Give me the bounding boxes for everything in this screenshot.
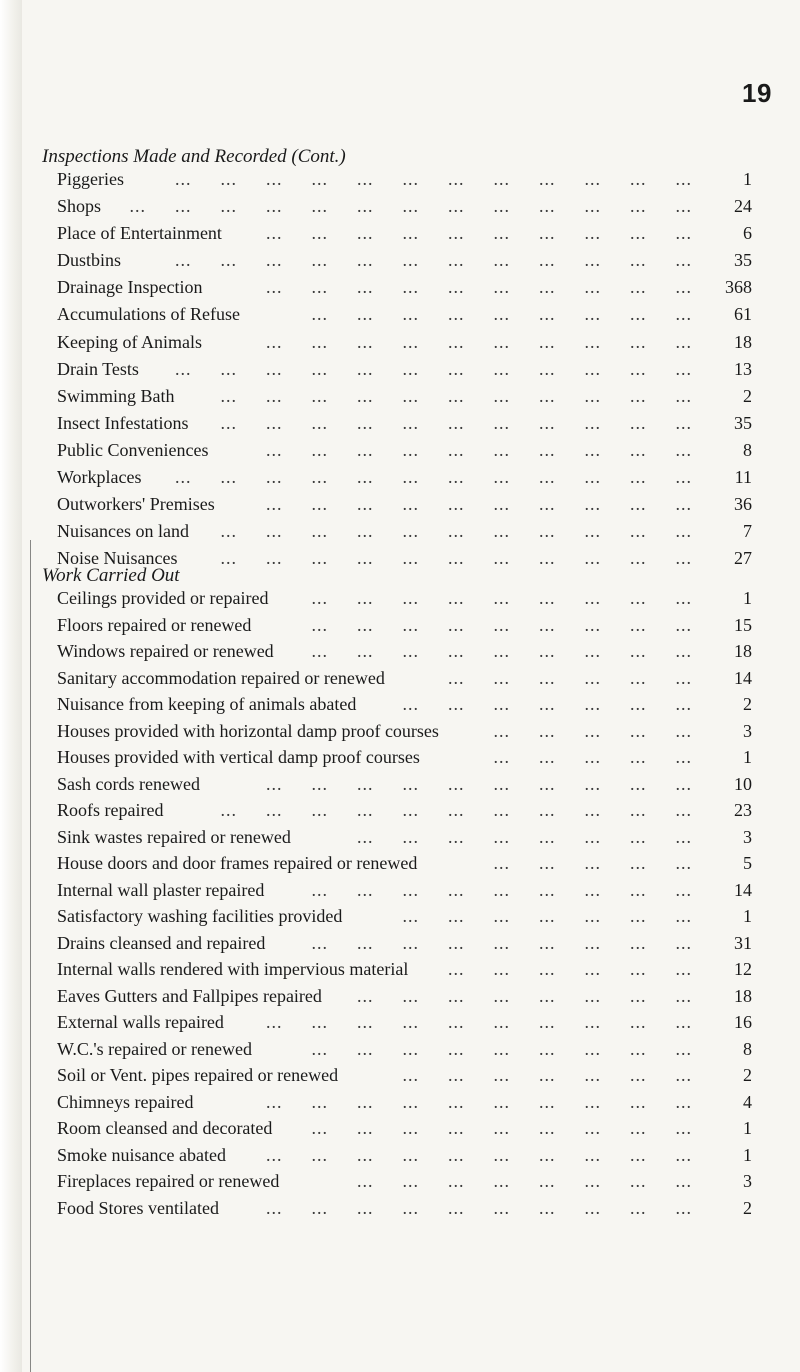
list-item <box>57 1115 752 1142</box>
item-label: Soil or Vent. pipes repaired or renewed <box>57 1065 339 1085</box>
leader-dots: ... ... ... ... ... ... ... ... ... ... <box>266 1144 692 1165</box>
item-count: 61 <box>734 304 752 325</box>
list-item <box>57 612 752 639</box>
item-count: 7 <box>743 521 752 542</box>
list-item <box>57 930 752 957</box>
leader-dots: ... ... ... ... ... ... ... <box>402 906 692 926</box>
item-label: Swimming Bath <box>57 385 175 406</box>
list-item <box>57 744 752 771</box>
leader-dots: ... ... ... ... ... ... ... ... ... ... ... <box>220 412 692 433</box>
leader-dots: ... ... ... ... ... ... ... ... ... ... ... ... <box>175 358 692 379</box>
list-item <box>57 850 752 877</box>
leader-dots: ... ... ... ... ... ... ... ... ... ... ... ... <box>175 250 692 271</box>
item-count: 5 <box>743 853 752 873</box>
item-count: 3 <box>743 720 752 741</box>
item-label: Smoke nuisance abated <box>57 1144 226 1165</box>
item-count: 35 <box>734 250 752 271</box>
item-count: 31 <box>734 932 752 953</box>
list-item <box>57 983 752 1010</box>
leader-dots: ... ... ... ... ... ... ... ... ... <box>311 1038 692 1059</box>
leader-dots: ... ... ... ... ... <box>493 720 692 741</box>
item-count: 18 <box>734 985 752 1006</box>
item-count: 3 <box>743 826 752 847</box>
list-item <box>57 166 752 193</box>
item-label: Windows repaired or renewed <box>57 641 274 661</box>
item-count: 12 <box>734 959 752 979</box>
work-section-title: Work Carried Out <box>42 565 180 586</box>
item-count: 14 <box>734 667 752 688</box>
inspections-list <box>57 166 752 572</box>
item-label: Satisfactory washing facilities provided <box>57 906 343 926</box>
list-item <box>57 585 752 612</box>
work-list <box>57 585 752 1221</box>
list-item <box>57 1089 752 1116</box>
item-count: 27 <box>734 548 752 569</box>
leader-dots: ... ... ... ... ... ... ... <box>402 694 692 714</box>
item-label: W.C.'s repaired or renewed <box>57 1038 253 1059</box>
leader-dots: ... ... ... ... ... ... ... ... ... <box>311 641 692 661</box>
page-binding-edge <box>0 0 22 1372</box>
item-count: 2 <box>743 694 752 714</box>
item-count: 35 <box>734 412 752 433</box>
leader-dots: ... ... ... ... ... ... ... ... ... ... <box>266 1012 692 1032</box>
item-count: 1 <box>743 747 752 767</box>
item-label: Dustbins <box>57 250 122 271</box>
item-count: 13 <box>734 358 752 379</box>
item-label: Internal wall plaster repaired <box>57 879 265 900</box>
list-item <box>57 329 752 356</box>
list-item <box>57 1195 752 1222</box>
leader-dots: ... ... ... ... ... ... ... ... <box>357 826 692 847</box>
item-count: 1 <box>743 169 752 189</box>
item-count: 15 <box>734 614 752 635</box>
item-count: 2 <box>743 1197 752 1218</box>
list-item <box>57 220 752 247</box>
list-item <box>57 691 752 718</box>
leader-dots: ... ... ... ... ... ... ... ... ... <box>311 304 692 325</box>
item-label: Room cleansed and decorated <box>57 1118 273 1138</box>
list-item <box>57 518 752 545</box>
list-item <box>57 877 752 904</box>
item-label: Outworkers' Premises <box>57 494 215 515</box>
item-count: 18 <box>734 641 752 661</box>
item-count: 10 <box>734 773 752 794</box>
item-label: Sink wastes repaired or renewed <box>57 826 291 847</box>
list-item <box>57 491 752 518</box>
item-label: Drains cleansed and repaired <box>57 932 266 953</box>
list-item <box>57 356 752 383</box>
leader-dots: ... ... ... ... ... ... ... ... ... ... <box>266 1197 692 1218</box>
leader-dots: ... ... ... ... ... <box>493 747 692 767</box>
leader-dots: ... ... ... ... ... ... ... ... ... ... <box>266 277 692 298</box>
item-label: House doors and door frames repaired or renewed <box>57 853 418 873</box>
item-label: Public Conveniences <box>57 439 209 460</box>
list-item <box>57 247 752 274</box>
leader-dots: ... ... ... ... ... ... ... <box>402 1065 692 1085</box>
inspections-section-title: Inspections Made and Recorded (Cont.) <box>42 146 346 167</box>
item-count: 36 <box>734 494 752 515</box>
item-label: Ceilings provided or repaired <box>57 588 269 608</box>
leader-dots: ... ... ... ... ... ... ... ... <box>357 1171 692 1191</box>
item-count: 6 <box>743 223 752 244</box>
leader-dots: ... ... ... ... ... ... ... ... ... ... <box>266 223 692 244</box>
item-label: Eaves Gutters and Fallpipes repaired <box>57 985 322 1006</box>
leader-dots: ... ... ... ... ... ... ... ... ... <box>311 1118 692 1138</box>
leader-dots: ... ... ... ... ... ... ... ... ... ... <box>266 1091 692 1112</box>
item-count: 1 <box>743 588 752 608</box>
list-item <box>57 797 752 824</box>
leader-dots: ... ... ... ... ... ... ... ... ... ... ... ... <box>175 467 692 488</box>
leader-dots: ... ... ... ... ... ... ... ... <box>357 985 692 1006</box>
leader-dots: ... ... ... ... ... ... <box>448 959 692 979</box>
list-item <box>57 274 752 301</box>
item-count: 368 <box>725 277 752 298</box>
list-item <box>57 903 752 930</box>
item-count: 1 <box>743 1144 752 1165</box>
item-count: 14 <box>734 879 752 900</box>
item-label: Noise Nuisances <box>57 548 178 569</box>
item-count: 2 <box>743 385 752 406</box>
item-label: Floors repaired or renewed <box>57 614 252 635</box>
leader-dots: ... ... ... ... ... ... ... ... ... ... <box>266 331 692 352</box>
item-count: 3 <box>743 1171 752 1191</box>
leader-dots: ... ... ... ... ... ... ... ... ... ... <box>266 439 692 460</box>
leader-dots: ... ... ... ... ... ... ... ... ... <box>311 932 692 953</box>
leader-dots: ... ... ... ... ... ... ... ... ... <box>311 879 692 900</box>
leader-dots: ... ... ... ... ... ... <box>448 667 692 688</box>
item-count: 8 <box>743 1038 752 1059</box>
list-item <box>57 301 752 328</box>
item-count: 2 <box>743 1065 752 1085</box>
item-label: Drainage Inspection <box>57 277 203 298</box>
leader-dots: ... ... ... ... ... ... ... ... ... ... ... ... ... <box>129 196 692 217</box>
list-item <box>57 665 752 692</box>
item-label: Fireplaces repaired or renewed <box>57 1171 280 1191</box>
list-item <box>57 638 752 665</box>
leader-dots: ... ... ... ... ... ... ... ... ... ... ... <box>220 385 692 406</box>
leader-dots: ... ... ... ... ... ... ... ... ... ... ... <box>220 800 692 820</box>
list-item <box>57 410 752 437</box>
item-label: Insect Infestations <box>57 412 189 433</box>
leader-dots: ... ... ... ... ... ... ... ... ... ... <box>266 773 692 794</box>
list-item <box>57 1009 752 1036</box>
list-item <box>57 1168 752 1195</box>
item-label: Shops <box>57 196 102 217</box>
item-label: Place of Entertainment <box>57 223 222 244</box>
item-label: Sanitary accommodation repaired or renewed <box>57 667 385 688</box>
binding-line <box>30 540 31 1372</box>
list-item <box>57 193 752 220</box>
page-number: 19 <box>742 78 772 108</box>
list-item <box>57 437 752 464</box>
item-count: 4 <box>743 1091 752 1112</box>
leader-dots: ... ... ... ... ... ... ... ... ... ... ... <box>220 548 692 569</box>
item-count: 23 <box>734 800 752 820</box>
item-count: 1 <box>743 906 752 926</box>
item-label: Accumulations of Refuse <box>57 304 240 325</box>
item-label: Drain Tests <box>57 358 139 379</box>
item-label: Nuisance from keeping of animals abated <box>57 694 357 714</box>
list-item <box>57 956 752 983</box>
item-label: Houses provided with horizontal damp proof courses <box>57 720 439 741</box>
leader-dots: ... ... ... ... ... ... ... ... ... <box>311 588 692 608</box>
item-label: Food Stores ventilated <box>57 1197 219 1218</box>
leader-dots: ... ... ... ... ... ... ... ... ... <box>311 614 692 635</box>
item-label: Nuisances on land <box>57 521 189 542</box>
item-label: Houses provided with vertical damp proof courses <box>57 747 420 767</box>
item-label: Sash cords renewed <box>57 773 200 794</box>
leader-dots: ... ... ... ... ... ... ... ... ... ... ... ... <box>175 169 692 189</box>
item-label: Internal walls rendered with impervious material <box>57 959 409 979</box>
leader-dots: ... ... ... ... ... ... ... ... ... ... ... <box>220 521 692 542</box>
item-count: 8 <box>743 439 752 460</box>
leader-dots: ... ... ... ... ... ... ... ... ... ... <box>266 494 692 515</box>
list-item <box>57 718 752 745</box>
item-label: Piggeries <box>57 169 124 189</box>
item-count: 24 <box>734 196 752 217</box>
item-count: 11 <box>734 467 752 488</box>
list-item <box>57 1036 752 1063</box>
leader-dots: ... ... ... ... ... <box>493 853 692 873</box>
list-item <box>57 383 752 410</box>
list-item <box>57 771 752 798</box>
item-count: 1 <box>743 1118 752 1138</box>
item-count: 16 <box>734 1012 752 1032</box>
item-label: Roofs repaired <box>57 800 164 820</box>
item-label: External walls repaired <box>57 1012 224 1032</box>
list-item <box>57 1142 752 1169</box>
item-label: Workplaces <box>57 467 142 488</box>
list-item <box>57 1062 752 1089</box>
item-count: 18 <box>734 331 752 352</box>
list-item <box>57 464 752 491</box>
item-label: Chimneys repaired <box>57 1091 194 1112</box>
item-label: Keeping of Animals <box>57 331 202 352</box>
list-item <box>57 824 752 851</box>
